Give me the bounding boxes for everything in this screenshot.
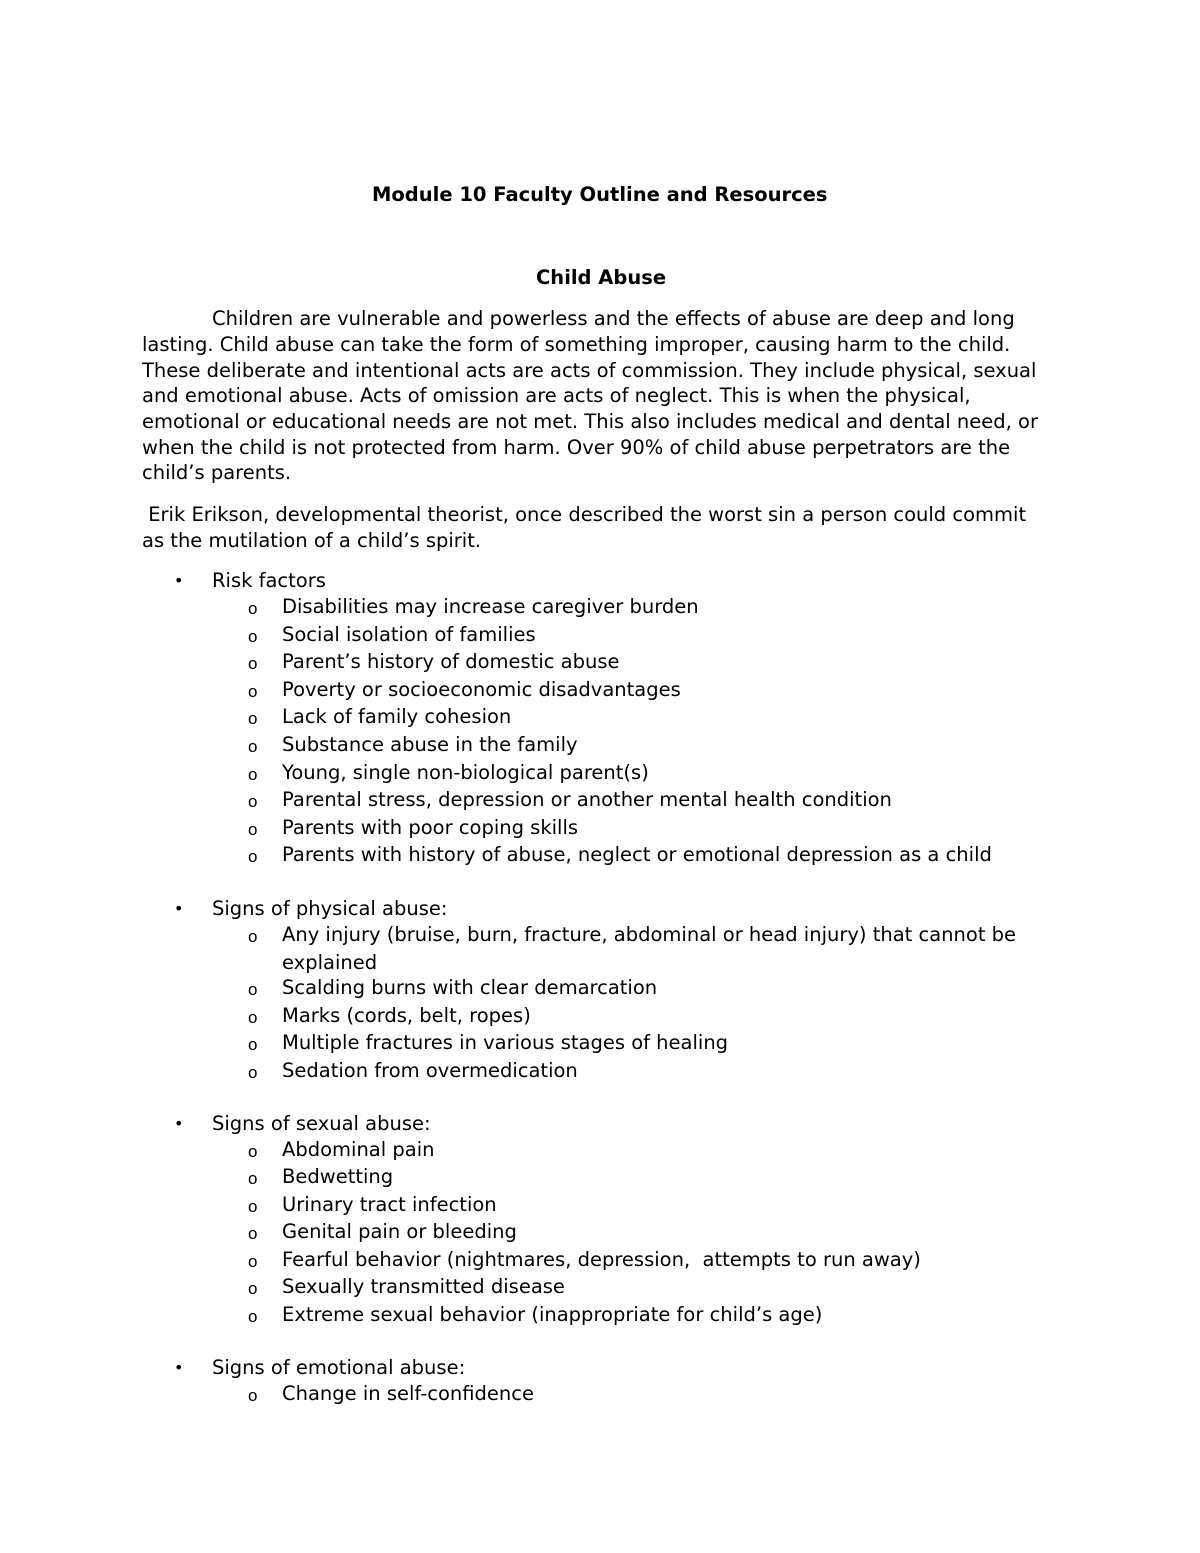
- sub-bullet-marker: o: [248, 1252, 258, 1271]
- list-item: Scalding burns with clear demarcation: [282, 976, 658, 999]
- bullet-marker: •: [174, 899, 184, 918]
- sub-bullet-marker: o: [248, 709, 258, 728]
- section-label: Signs of physical abuse:: [212, 897, 448, 920]
- section-label: Risk factors: [212, 569, 326, 592]
- list-item: Parents with poor coping skills: [282, 816, 579, 839]
- intro-line: child’s parents.: [142, 461, 292, 484]
- sub-bullet-marker: o: [248, 599, 258, 618]
- intro-line: and emotional abuse. Acts of omission are acts of neglect. This is when the physical,: [142, 384, 971, 407]
- bullet-marker: •: [174, 1358, 184, 1377]
- intro-line: Children are vulnerable and powerless and the effects of abuse are deep and long: [212, 307, 1015, 330]
- sub-bullet-marker: o: [248, 765, 258, 784]
- erikson-line: Erik Erikson, developmental theorist, once described the worst sin a person could commit: [142, 503, 1027, 526]
- list-item: Change in self-confidence: [282, 1382, 534, 1405]
- list-item: Marks (cords, belt, ropes): [282, 1004, 531, 1027]
- sub-bullet-marker: o: [248, 1008, 258, 1027]
- sub-bullet-marker: o: [248, 1063, 258, 1082]
- list-item: Bedwetting: [282, 1165, 394, 1188]
- bullet-marker: •: [174, 571, 184, 590]
- list-item: Lack of family cohesion: [282, 705, 512, 728]
- list-item: Extreme sexual behavior (inappropriate for child’s age): [282, 1303, 823, 1326]
- sub-bullet-marker: o: [248, 1197, 258, 1216]
- list-item: Parents with history of abuse, neglect or emotional depression as a child: [282, 843, 992, 866]
- intro-line: lasting. Child abuse can take the form of something improper, causing harm to the child.: [142, 333, 1011, 356]
- list-item: Young, single non-biological parent(s): [282, 761, 649, 784]
- sub-bullet-marker: o: [248, 654, 258, 673]
- intro-line: emotional or educational needs are not met. This also includes medical and dental need, or: [142, 410, 1038, 433]
- list-item: Parental stress, depression or another mental health condition: [282, 788, 892, 811]
- erikson-line: as the mutilation of a child’s spirit.: [142, 529, 482, 552]
- sub-bullet-marker: o: [248, 627, 258, 646]
- sub-bullet-marker: o: [248, 980, 258, 999]
- list-item: Any injury (bruise, burn, fracture, abdominal or head injury) that cannot be: [282, 923, 1017, 946]
- sub-bullet-marker: o: [248, 1307, 258, 1326]
- sub-bullet-marker: o: [248, 682, 258, 701]
- sub-bullet-marker: o: [248, 847, 258, 866]
- list-item-continuation: explained: [282, 951, 378, 974]
- section-label: Signs of sexual abuse:: [212, 1112, 431, 1135]
- list-item: Abdominal pain: [282, 1138, 435, 1161]
- list-item: Sexually transmitted disease: [282, 1275, 565, 1298]
- sub-bullet-marker: o: [248, 1035, 258, 1054]
- sub-bullet-marker: o: [248, 792, 258, 811]
- list-item: Urinary tract infection: [282, 1193, 497, 1216]
- list-item: Disabilities may increase caregiver burden: [282, 595, 699, 618]
- list-item: Genital pain or bleeding: [282, 1220, 517, 1243]
- section-heading: Child Abuse: [536, 266, 667, 289]
- list-item: Fearful behavior (nightmares, depression, attempts to run away): [282, 1248, 921, 1271]
- sub-bullet-marker: o: [248, 1279, 258, 1298]
- sub-bullet-marker: o: [248, 1142, 258, 1161]
- intro-line: when the child is not protected from harm. Over 90% of child abuse perpetrators are the: [142, 436, 1011, 459]
- list-item: Multiple fractures in various stages of healing: [282, 1031, 729, 1054]
- sub-bullet-marker: o: [248, 737, 258, 756]
- section-label: Signs of emotional abuse:: [212, 1356, 466, 1379]
- sub-bullet-marker: o: [248, 1169, 258, 1188]
- sub-bullet-marker: o: [248, 1386, 258, 1405]
- sub-bullet-marker: o: [248, 1224, 258, 1243]
- list-item: Poverty or socioeconomic disadvantages: [282, 678, 681, 701]
- list-item: Social isolation of families: [282, 623, 536, 646]
- list-item: Parent’s history of domestic abuse: [282, 650, 620, 673]
- document-title: Module 10 Faculty Outline and Resources: [372, 183, 828, 206]
- bullet-marker: •: [174, 1114, 184, 1133]
- intro-line: These deliberate and intentional acts are acts of commission. They include physical, sexual: [142, 359, 1037, 382]
- sub-bullet-marker: o: [248, 927, 258, 946]
- list-item: Sedation from overmedication: [282, 1059, 578, 1082]
- list-item: Substance abuse in the family: [282, 733, 578, 756]
- sub-bullet-marker: o: [248, 820, 258, 839]
